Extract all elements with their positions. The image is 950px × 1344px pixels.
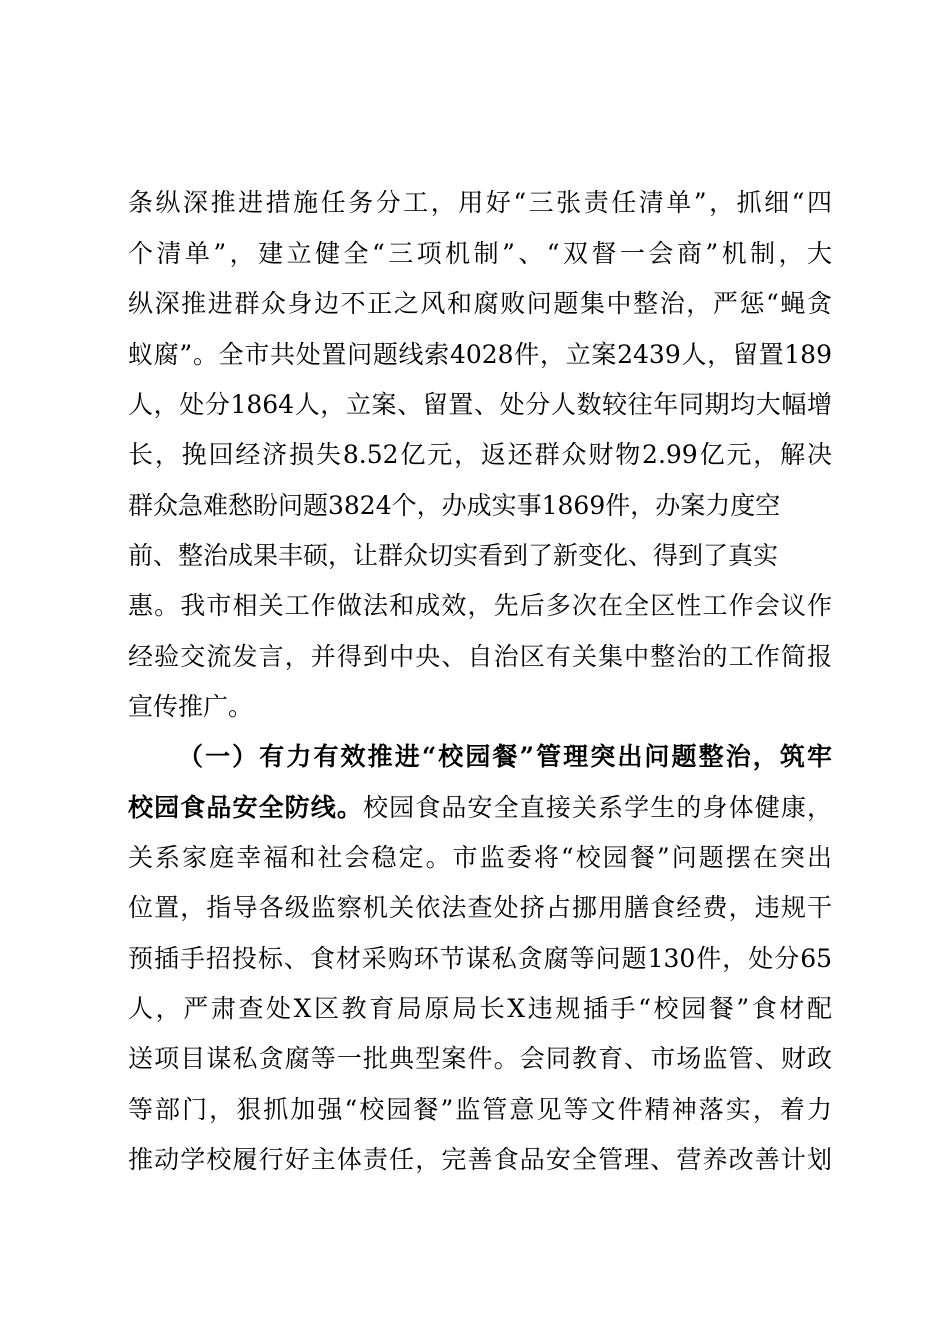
- text-line: [128, 793, 832, 823]
- text-line: 惠。我市相关工作做法和成效，先后多次在全区性工作会议作: [128, 591, 832, 620]
- text-line: 推动学校履行好主体责任，完善食品安全管理、营养改善计划: [128, 1145, 832, 1174]
- text-line: 群众急难愁盼问题3824个，办成实事1869件，办案力度空: [128, 491, 781, 520]
- text-line: 长，挽回经济损失8.52亿元，返还群众财物2.99亿元，解决: [128, 440, 832, 469]
- text-line: 送项目谋私贪腐等一批典型案件。会同教育、市场监管、财政: [128, 1044, 832, 1073]
- text-line: 纵深推进群众身边不正之风和腐败问题集中整治，严惩“蝇贪: [128, 289, 832, 318]
- text-line: 蚁腐”。全市共处置问题线索4028件，立案2439人，留置189: [128, 340, 832, 369]
- text-line: 人，处分1864人，立案、留置、处分人数较往年同期均大幅增: [128, 390, 832, 419]
- text-line: 人，严肃查处X区教育局原局长X违规插手“校园餐”食材配: [128, 994, 832, 1023]
- text-line: 宣传推广。: [128, 692, 254, 721]
- text-span: 校园食品安全直接关系学生的身体健康，: [363, 793, 832, 822]
- section-heading-end: 校园食品安全防线。: [128, 793, 364, 822]
- text-line: 预插手招投标、食材采购环节谋私贪腐等问题130件，处分65: [128, 944, 832, 973]
- text-line: 关系家庭幸福和社会稳定。市监委将“校园餐”问题摆在突出: [128, 843, 832, 872]
- text-line: 条纵深推进措施任务分工，用好“三张责任清单”，抓细“四: [128, 188, 832, 217]
- text-line: 经验交流发言，并得到中央、自治区有关集中整治的工作简报: [128, 642, 832, 671]
- text-line: 前、整治成果丰硕，让群众切实看到了新变化、得到了真实: [128, 541, 779, 570]
- text-line: 等部门，狠抓加强“校园餐”监管意见等文件精神落实，着力: [128, 1095, 832, 1124]
- text-line: 位置，指导各级监察机关依法查处挤占挪用膳食经费，违规干: [128, 893, 832, 922]
- text-line: 个清单”，建立健全“三项机制”、“双督一会商”机制，大: [128, 239, 832, 268]
- section-heading: （一）有力有效推进“校园餐”管理突出问题整治，筑牢: [178, 742, 832, 771]
